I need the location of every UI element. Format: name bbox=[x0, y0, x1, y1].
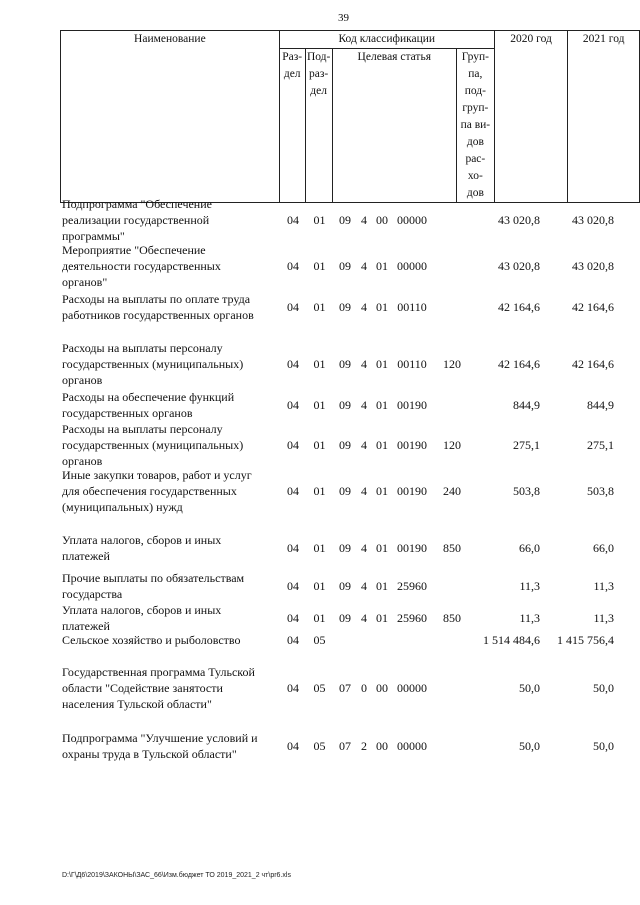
row-cell-t4: 00190 bbox=[397, 541, 427, 555]
row-cell-t3: 01 bbox=[376, 259, 388, 273]
row-cell-grp: 120 bbox=[443, 357, 461, 371]
row-cell-t2: 4 bbox=[361, 611, 367, 625]
row-cell-t1: 09 bbox=[339, 611, 351, 625]
row-cell-t2: 4 bbox=[361, 438, 367, 452]
row-cell-y2021: 43 020,8 bbox=[572, 259, 614, 273]
row-cell-y2021: 66,0 bbox=[593, 541, 614, 555]
row-cell-y2021: 844,9 bbox=[587, 398, 614, 412]
row-cell-y2021: 42 164,6 bbox=[572, 300, 614, 314]
header-target: Целевая статья bbox=[332, 49, 456, 203]
row-cell-y2020: 42 164,6 bbox=[498, 300, 540, 314]
row-name: Расходы на выплаты персоналу государственных (муниципальных) органов bbox=[62, 422, 244, 468]
header-name: Наименование bbox=[61, 31, 280, 203]
row-cell-t1: 07 bbox=[339, 739, 351, 753]
row-cell-rz: 04 bbox=[287, 739, 299, 753]
row-cell-t3: 01 bbox=[376, 357, 388, 371]
row-cell-t2: 4 bbox=[361, 398, 367, 412]
row-cell-t2: 4 bbox=[361, 579, 367, 593]
row-cell-t3: 01 bbox=[376, 484, 388, 498]
row-cell-grp: 850 bbox=[443, 611, 461, 625]
row-cell-rz: 04 bbox=[287, 484, 299, 498]
row-cell-pr: 01 bbox=[313, 541, 326, 555]
header-group: Груп- па, под- груп- па ви- дов рас- хо- дов bbox=[456, 49, 494, 203]
row-cell-y2020: 275,1 bbox=[513, 438, 540, 452]
row-cell-y2020: 11,3 bbox=[519, 611, 540, 625]
row-cell-y2020: 50,0 bbox=[519, 681, 540, 695]
row-cell-t3: 01 bbox=[376, 611, 388, 625]
header-razdel: Раз- дел bbox=[279, 49, 305, 203]
row-cell-t2: 4 bbox=[361, 541, 367, 555]
row-name: Уплата налогов, сборов и иных платежей bbox=[62, 603, 222, 633]
row-name: Расходы на обеспечение функций государственных органов bbox=[62, 390, 235, 420]
row-cell-t3: 01 bbox=[376, 300, 388, 314]
header-year-2020: 2020 год bbox=[494, 31, 568, 203]
row-cell-t4: 25960 bbox=[397, 579, 427, 593]
row-name: Государственная программа Тульской области "Содействие занятости населения Тульской области" bbox=[62, 665, 255, 711]
file-path-footer: D:\Г\Д6\2019\ЗАКОНЫ\ЗАС_66\Изм.бюджет ТО 2019_2021_2 чт\pr6.xls bbox=[62, 872, 291, 879]
row-cell-grp: 240 bbox=[443, 484, 461, 498]
row-cell-pr: 05 bbox=[313, 739, 326, 753]
row-cell-pr: 01 bbox=[313, 438, 326, 452]
row-cell-pr: 01 bbox=[313, 259, 326, 273]
row-name: Сельское хозяйство и рыболовство bbox=[62, 633, 241, 647]
row-cell-t3: 00 bbox=[376, 739, 388, 753]
row-name: Прочие выплаты по обязательствам государства bbox=[62, 571, 245, 601]
header-code: Код классификации bbox=[279, 31, 494, 49]
row-cell-rz: 04 bbox=[287, 357, 299, 371]
row-cell-pr: 01 bbox=[313, 300, 326, 314]
row-cell-y2020: 43 020,8 bbox=[498, 259, 540, 273]
row-cell-t1: 09 bbox=[339, 438, 351, 452]
row-cell-t1: 09 bbox=[339, 484, 351, 498]
row-cell-t1: 09 bbox=[339, 357, 351, 371]
row-cell-y2021: 275,1 bbox=[587, 438, 614, 452]
row-cell-grp: 850 bbox=[443, 541, 461, 555]
row-cell-rz: 04 bbox=[287, 300, 299, 314]
row-cell-y2020: 50,0 bbox=[519, 739, 540, 753]
row-cell-y2021: 50,0 bbox=[593, 681, 614, 695]
row-cell-y2021: 503,8 bbox=[587, 484, 614, 498]
row-cell-y2021: 1 415 756,4 bbox=[557, 633, 614, 647]
row-cell-t3: 01 bbox=[376, 541, 388, 555]
row-cell-rz: 04 bbox=[287, 541, 299, 555]
row-cell-pr: 01 bbox=[313, 398, 326, 412]
row-cell-t2: 4 bbox=[361, 300, 367, 314]
row-cell-y2020: 844,9 bbox=[513, 398, 540, 412]
row-cell-t1: 09 bbox=[339, 579, 351, 593]
row-cell-rz: 04 bbox=[287, 259, 299, 273]
row-cell-y2020: 42 164,6 bbox=[498, 357, 540, 371]
row-name: Мероприятие "Обеспечение деятельности государственных органов" bbox=[62, 243, 221, 289]
row-cell-y2021: 11,3 bbox=[593, 611, 614, 625]
row-cell-t1: 09 bbox=[339, 300, 351, 314]
header-podrazdel: Под- раз- дел bbox=[305, 49, 332, 203]
row-cell-rz: 04 bbox=[287, 633, 299, 647]
row-cell-t2: 4 bbox=[361, 484, 367, 498]
row-cell-t4: 00190 bbox=[397, 438, 427, 452]
row-cell-t3: 01 bbox=[376, 398, 388, 412]
row-cell-rz: 04 bbox=[287, 213, 299, 227]
row-cell-t4: 00110 bbox=[397, 300, 427, 314]
row-cell-y2020: 11,3 bbox=[519, 579, 540, 593]
row-cell-y2020: 1 514 484,6 bbox=[483, 633, 540, 647]
row-cell-t1: 09 bbox=[339, 398, 351, 412]
row-name: Расходы на выплаты персоналу государственных (муниципальных) органов bbox=[62, 341, 244, 387]
row-cell-t4: 00190 bbox=[397, 398, 427, 412]
row-cell-pr: 05 bbox=[313, 681, 326, 695]
row-cell-t1: 09 bbox=[339, 541, 351, 555]
row-cell-pr: 01 bbox=[313, 579, 326, 593]
row-cell-grp: 120 bbox=[443, 438, 461, 452]
row-cell-pr: 05 bbox=[313, 633, 326, 647]
row-cell-t3: 01 bbox=[376, 438, 388, 452]
row-cell-t4: 00000 bbox=[397, 259, 427, 273]
row-cell-y2021: 11,3 bbox=[593, 579, 614, 593]
row-cell-t3: 01 bbox=[376, 579, 388, 593]
row-cell-t4: 00000 bbox=[397, 213, 427, 227]
row-cell-t3: 00 bbox=[376, 213, 388, 227]
row-cell-t1: 07 bbox=[339, 681, 351, 695]
row-cell-y2020: 503,8 bbox=[513, 484, 540, 498]
row-cell-y2021: 42 164,6 bbox=[572, 357, 614, 371]
row-cell-t4: 00190 bbox=[397, 484, 427, 498]
row-cell-rz: 04 bbox=[287, 611, 299, 625]
row-cell-t2: 4 bbox=[361, 259, 367, 273]
row-cell-t4: 25960 bbox=[397, 611, 427, 625]
row-cell-t2: 0 bbox=[361, 681, 367, 695]
row-cell-t1: 09 bbox=[339, 259, 351, 273]
row-name: Уплата налогов, сборов и иных платежей bbox=[62, 533, 222, 563]
row-name: Подпрограмма "Обеспечение реализации государственной программы" bbox=[62, 197, 212, 243]
row-cell-pr: 01 bbox=[313, 484, 326, 498]
row-cell-rz: 04 bbox=[287, 579, 299, 593]
row-cell-t2: 2 bbox=[361, 739, 367, 753]
row-cell-t4: 00000 bbox=[397, 739, 427, 753]
row-cell-pr: 01 bbox=[313, 611, 326, 625]
row-cell-t2: 4 bbox=[361, 357, 367, 371]
row-name: Подпрограмма "Улучшение условий и охраны труда в Тульской области" bbox=[62, 731, 258, 761]
row-name: Расходы на выплаты по оплате труда работников государственных органов bbox=[62, 292, 254, 322]
row-cell-rz: 04 bbox=[287, 438, 299, 452]
row-name: Иные закупки товаров, работ и услуг для обеспечения государственных (муниципальных) нужд bbox=[62, 468, 252, 514]
row-cell-y2021: 43 020,8 bbox=[572, 213, 614, 227]
row-cell-y2021: 50,0 bbox=[593, 739, 614, 753]
header-year-2021: 2021 год bbox=[568, 31, 640, 203]
row-cell-t1: 09 bbox=[339, 213, 351, 227]
page-number: 39 bbox=[338, 12, 349, 24]
row-cell-y2020: 66,0 bbox=[519, 541, 540, 555]
row-cell-t4: 00110 bbox=[397, 357, 427, 371]
row-cell-rz: 04 bbox=[287, 398, 299, 412]
row-cell-rz: 04 bbox=[287, 681, 299, 695]
row-cell-t3: 00 bbox=[376, 681, 388, 695]
row-cell-pr: 01 bbox=[313, 213, 326, 227]
row-cell-y2020: 43 020,8 bbox=[498, 213, 540, 227]
row-cell-pr: 01 bbox=[313, 357, 326, 371]
row-cell-t4: 00000 bbox=[397, 681, 427, 695]
row-cell-t2: 4 bbox=[361, 213, 367, 227]
